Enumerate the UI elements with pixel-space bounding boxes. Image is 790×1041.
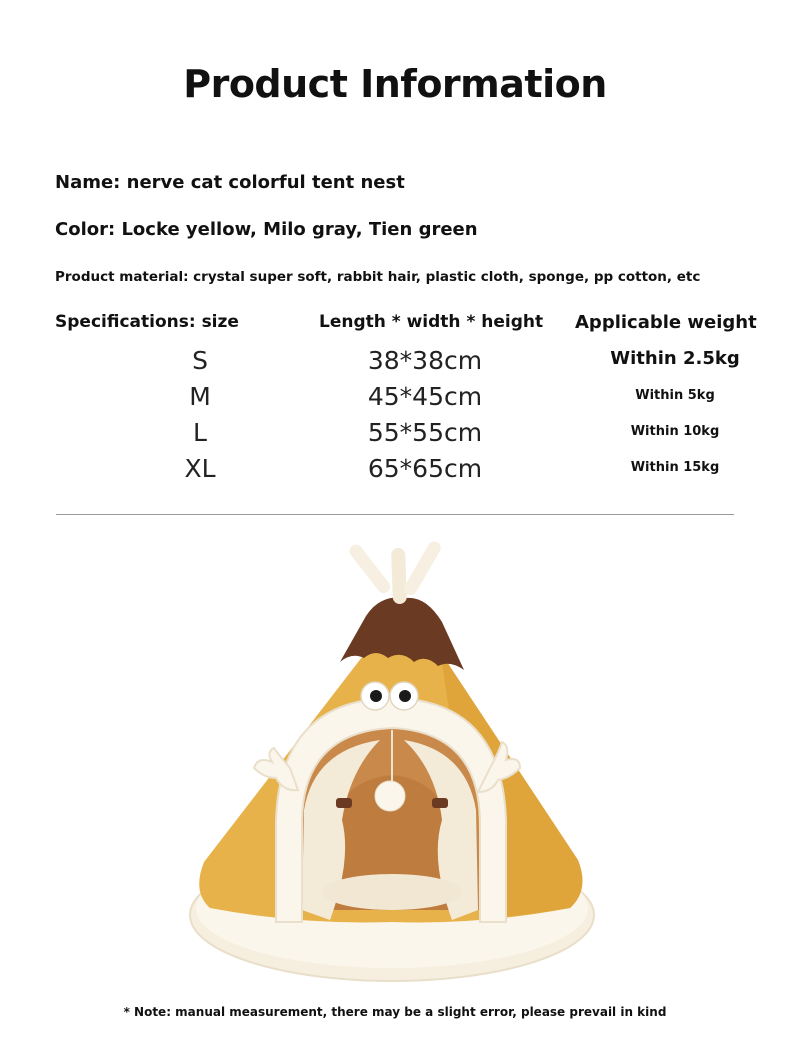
spec-size: M	[189, 382, 211, 411]
divider	[56, 514, 734, 515]
product-material: Product material: crystal super soft, rabbit hair, plastic cloth, sponge, pp cotton, etc	[55, 269, 701, 285]
spec-weight: Within 2.5kg	[610, 348, 740, 369]
tent-stick	[391, 548, 407, 604]
spec-size: XL	[184, 454, 216, 483]
product-name: Name: nerve cat colorful tent nest	[55, 172, 405, 193]
spec-dimensions: 65*65cm	[367, 454, 483, 483]
spec-dimensions: 38*38cm	[367, 346, 483, 375]
spec-header-weight: Applicable weight	[575, 312, 757, 333]
spec-weight: Within 10kg	[630, 424, 720, 439]
spec-header-dimensions: Length * width * height	[319, 312, 544, 332]
spec-size: L	[193, 418, 207, 447]
spec-row	[0, 382, 790, 418]
measurement-note: * Note: manual measurement, there may be a slight error, please prevail in kind	[123, 1005, 667, 1019]
spec-size: S	[192, 346, 208, 375]
product-image-tent	[180, 530, 620, 990]
spec-weight: Within 15kg	[630, 460, 720, 475]
spec-dimensions: 45*45cm	[367, 382, 483, 411]
page-title: Product Information	[183, 62, 607, 106]
spec-header-size: Specifications: size	[55, 312, 239, 332]
spec-dimensions: 55*55cm	[367, 418, 483, 447]
tent-pompom	[375, 781, 405, 811]
spec-weight: Within 5kg	[635, 388, 715, 403]
tent-stick	[402, 539, 443, 597]
spec-row	[0, 418, 790, 454]
tent-stick	[347, 542, 393, 596]
spec-row	[0, 454, 790, 490]
spec-row	[0, 346, 790, 382]
product-colors: Color: Locke yellow, Milo gray, Tien green	[55, 219, 478, 240]
